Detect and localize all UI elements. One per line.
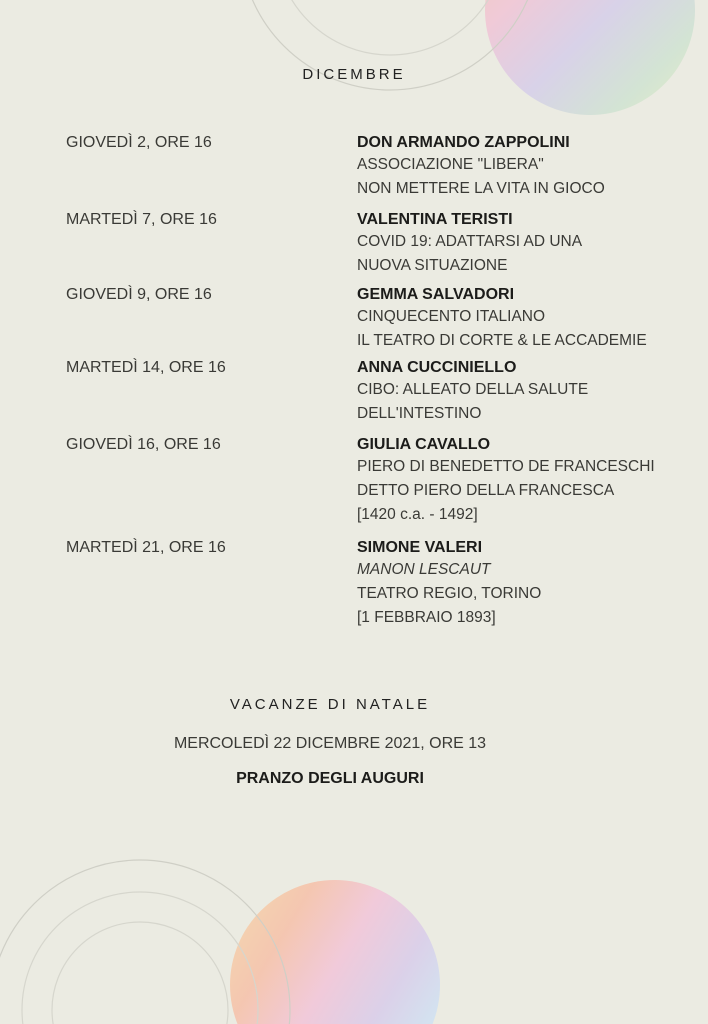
event-detail: DELL'INTESTINO — [357, 405, 482, 422]
event-detail: NON METTERE LA VITA IN GIOCO — [357, 180, 605, 197]
event-speaker: GIULIA CAVALLO — [357, 436, 491, 453]
event-speaker: VALENTINA TERISTI — [357, 211, 513, 228]
event-detail: [1 FEBBRAIO 1893] — [357, 609, 496, 626]
event-detail: DETTO PIERO DELLA FRANCESCA — [357, 482, 615, 499]
holiday-date: MERCOLEDÌ 22 DICEMBRE 2021, ORE 13 — [173, 735, 487, 752]
top-rainbow-circle — [485, 0, 695, 115]
event-speaker: DON ARMANDO ZAPPOLINI — [357, 134, 570, 151]
event-detail: CINQUECENTO ITALIANO — [357, 308, 546, 325]
event-detail: MANON LESCAUT — [357, 561, 491, 578]
event-detail: CIBO: ALLEATO DELLA SALUTE — [357, 381, 589, 398]
event-detail: PIERO DI BENEDETTO DE FRANCESCHI — [357, 458, 655, 475]
holiday-event: PRANZO DEGLI AUGURI — [236, 770, 424, 787]
event-detail: [1420 c.a. - 1492] — [357, 506, 478, 523]
event-speaker: SIMONE VALERI — [357, 539, 483, 556]
holiday-heading: VACANZE DI NATALE — [229, 696, 431, 713]
event-speaker: ANNA CUCCINIELLO — [357, 359, 517, 376]
event-detail: ASSOCIAZIONE "LIBERA" — [357, 156, 544, 173]
event-detail: COVID 19: ADATTARSI AD UNA — [357, 233, 583, 250]
event-date: MARTEDÌ 7, ORE 16 — [66, 211, 217, 228]
event-detail: NUOVA SITUAZIONE — [357, 257, 508, 274]
event-date: GIOVEDÌ 2, ORE 16 — [66, 134, 212, 151]
bottom-rainbow-circle — [230, 880, 440, 1024]
event-speaker: GEMMA SALVADORI — [357, 286, 515, 303]
event-detail: IL TEATRO DI CORTE & LE ACCADEMIE — [357, 332, 647, 349]
month-heading: DICEMBRE — [302, 66, 406, 83]
event-date: MARTEDÌ 14, ORE 16 — [66, 359, 226, 376]
event-detail: TEATRO REGIO, TORINO — [357, 585, 542, 602]
event-date: MARTEDÌ 21, ORE 16 — [66, 539, 226, 556]
event-date: GIOVEDÌ 9, ORE 16 — [66, 286, 212, 303]
event-date: GIOVEDÌ 16, ORE 16 — [66, 436, 221, 453]
